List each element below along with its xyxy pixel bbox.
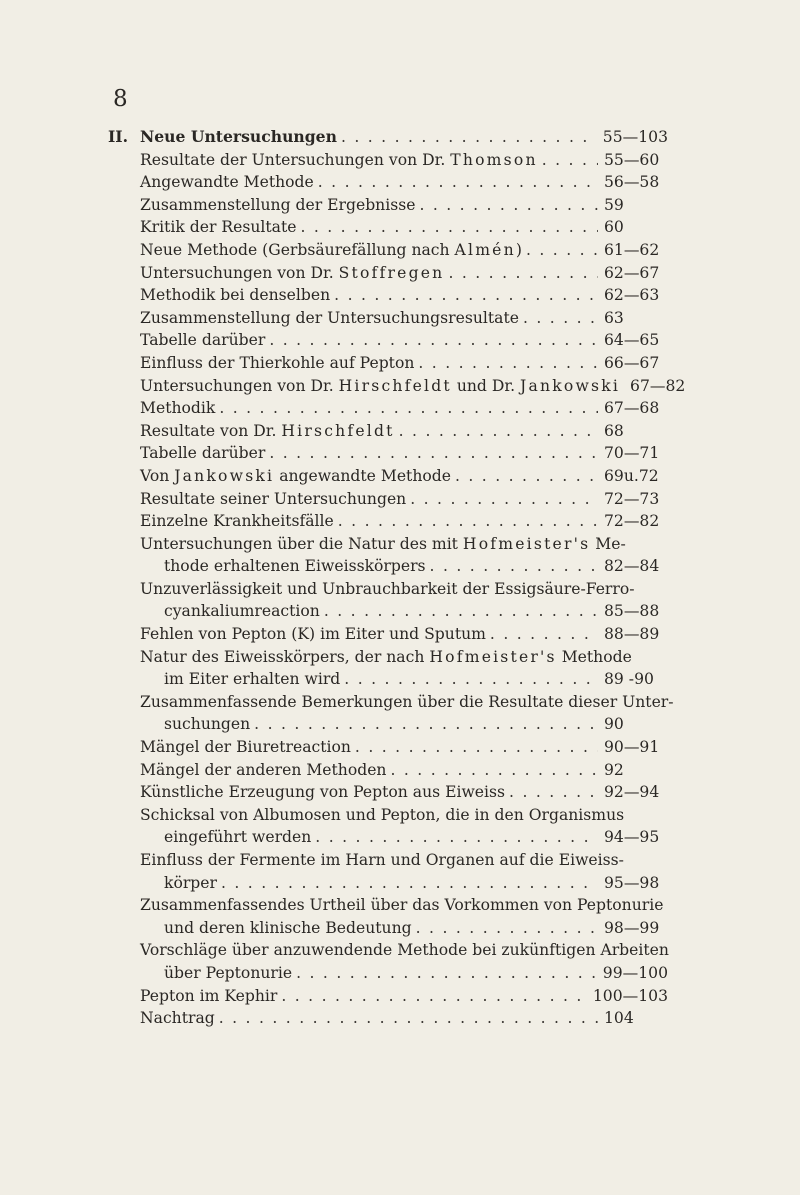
entry-text: Fehlen von Pepton (K) im Eiter und Sputum [140, 625, 486, 644]
entry-text: Tabelle darüber [140, 444, 266, 463]
leader-dots [269, 442, 598, 465]
entry-title [140, 420, 395, 443]
toc-entry [108, 284, 668, 307]
entry-title [140, 736, 351, 759]
toc-entry-line: Einfluss der Fermente im Harn und Organen auf die Eiweiss- [140, 851, 624, 869]
leader-dots [455, 465, 598, 488]
entry-title [164, 917, 412, 940]
entry-text: Resultate der Untersuchungen von Dr. [140, 150, 451, 169]
entry-text: Neue Methode (Gerbsäurefällung nach [140, 240, 455, 259]
entry-title [140, 194, 415, 217]
entry-text: Untersuchungen von Dr. [140, 263, 339, 282]
entry-pages: 72—82 [604, 512, 660, 531]
entry-text: und deren klinische Bedeutung [164, 918, 412, 937]
leader-dots [448, 262, 598, 285]
entry-text: Angewandte Methode [140, 173, 314, 192]
entry-title [140, 284, 330, 307]
entry-text: angewandte Methode [274, 466, 451, 485]
entry-text: Me- [590, 534, 626, 553]
entry-pages: 82—84 [604, 557, 660, 576]
entry-title [164, 600, 320, 623]
entry-pages: 89 -90 [604, 670, 654, 689]
entry-text: Künstliche Erzeugung von Pepton aus Eiweiss [140, 783, 506, 802]
entry-pages: 62—63 [604, 286, 660, 305]
leader-dots [526, 239, 598, 262]
entry-pages: 90 [604, 715, 624, 734]
entry-text: Einfluss der Thierkohle auf Pepton [140, 353, 415, 372]
toc-entry [108, 239, 668, 262]
leader-dots [300, 216, 598, 239]
entry-text: ) [515, 240, 522, 259]
entry-text: Mängel der anderen Methoden [140, 760, 387, 779]
entry-text: körper [164, 873, 217, 892]
entry-pages: 56—58 [604, 173, 660, 192]
leader-dots [419, 194, 598, 217]
entry-pages: 72—73 [604, 489, 660, 508]
entry-text: Kritik der Resultate [140, 218, 297, 237]
toc-entry [108, 759, 668, 782]
entry-title [140, 1007, 215, 1030]
entry-text: Von [140, 466, 175, 485]
section-title: Neue Untersuchungen [140, 127, 337, 146]
toc-entry [108, 488, 668, 511]
entry-text: und Dr. [451, 376, 521, 395]
entry-text: Untersuchungen von Dr. [140, 376, 339, 395]
toc-entry-line: Zusammenfassendes Urtheil über das Vorkommen von Peptonurie [140, 896, 664, 915]
toc-entry-line: Schicksal von Albumosen und Pepton, die in den Organismus [140, 805, 625, 824]
toc-entry [108, 307, 668, 330]
entry-text: im Eiter erhalten wird [164, 670, 341, 689]
leader-dots [523, 307, 598, 330]
entry-pages: 98—99 [604, 918, 660, 937]
entry-pages: 67—68 [604, 399, 660, 418]
entry-pages: 90—91 [604, 738, 660, 757]
toc-entry [108, 510, 668, 533]
entry-text: suchungen [164, 715, 251, 734]
entry-name: Almén [454, 240, 516, 259]
entry-title [140, 262, 444, 285]
entry-title [140, 171, 314, 194]
leader-dots [318, 171, 598, 194]
entry-title [164, 668, 340, 691]
toc-entry-line: Zusammenfassende Bemerkungen über die Resultate dieser Unter- [140, 692, 674, 711]
entry-title [140, 239, 522, 262]
leader-dots [390, 759, 598, 782]
leader-dots [418, 352, 598, 375]
entry-title [140, 442, 265, 465]
leader-dots [296, 962, 597, 985]
leader-dots [338, 510, 598, 533]
entry-title [140, 759, 386, 782]
toc-entry [108, 329, 668, 352]
entry-text: thode erhaltenen Eiweisskörpers [164, 557, 426, 576]
entry-text: Untersuchungen über die Natur des mit [140, 534, 463, 553]
toc-entry [108, 149, 668, 172]
entry-text: Mängel der Biuretreaction [140, 738, 351, 757]
leader-dots [219, 397, 598, 420]
leader-dots [221, 872, 598, 895]
entry-text: Zusammenstellung der Ergebnisse [140, 195, 416, 214]
toc-entry [108, 442, 668, 465]
section-number: II. [108, 127, 129, 146]
leader-dots [324, 600, 598, 623]
toc-entry [108, 872, 668, 895]
entry-pages: 69u.72 [604, 466, 659, 485]
toc-entry [108, 623, 668, 646]
leader-dots [399, 420, 598, 443]
entry-title [164, 962, 292, 985]
entry-title [164, 826, 311, 849]
entry-text: eingeführt werden [164, 828, 312, 847]
table-of-contents [108, 126, 686, 1030]
entry-pages: 104 [604, 1009, 634, 1028]
entry-title [164, 713, 250, 736]
entry-title [140, 623, 486, 646]
entry-pages: 63 [604, 308, 624, 327]
entry-pages: 88—89 [604, 625, 660, 644]
toc-entry [108, 826, 668, 849]
entry-pages: 100—103 [592, 986, 668, 1005]
leader-dots [509, 781, 598, 804]
toc-entry-line: Vorschläge über anzuwendende Methode bei zukünftigen Arbeiten [140, 941, 669, 960]
leader-dots [341, 126, 597, 149]
entry-title [140, 510, 334, 533]
toc-entry [108, 713, 668, 736]
toc-entry [108, 216, 668, 239]
toc-entry-line [108, 646, 668, 669]
entry-text: cyankaliumreaction [164, 602, 320, 621]
entry-name: Thomson [450, 150, 538, 169]
toc-entry [108, 420, 668, 443]
toc-entry [108, 555, 668, 578]
entry-title [164, 555, 426, 578]
entry-title [140, 985, 277, 1008]
toc-entry [108, 352, 668, 375]
toc-entry [108, 397, 668, 420]
leader-dots [410, 488, 598, 511]
entry-name: Hofmeister's [462, 534, 591, 553]
entry-text: Pepton im Kephir [140, 986, 278, 1005]
entry-pages: 70—71 [604, 444, 660, 463]
entry-text: Einzelne Krankheitsfälle [140, 512, 334, 531]
leader-dots [219, 1007, 598, 1030]
entry-text: Natur des Eiweisskörpers, der nach [140, 647, 430, 666]
entry-text: Nachtrag [140, 1009, 215, 1028]
entry-name: Stoffregen [338, 263, 445, 282]
section-pages: 55—103 [602, 128, 668, 146]
entry-pages: 67—82 [630, 376, 686, 395]
entry-pages: 66—67 [604, 353, 660, 372]
entry-name: Jankowski [520, 376, 621, 395]
entry-pages: 59 [604, 195, 624, 214]
entry-name: Hofmeister's [429, 647, 557, 666]
toc-entry [108, 600, 668, 623]
leader-dots [269, 329, 598, 352]
toc-entry [108, 262, 668, 285]
section-heading [108, 126, 668, 149]
entry-title [140, 781, 505, 804]
toc-entry [108, 917, 668, 940]
entry-pages: 99—100 [602, 963, 668, 982]
entry-text: Zusammenstellung der Untersuchungsresultate [140, 308, 519, 327]
entry-pages: 55—60 [604, 150, 660, 169]
entry-text: Methodik [140, 399, 216, 418]
toc-entry [108, 375, 686, 398]
entry-text: Resultate von Dr. [140, 421, 282, 440]
entry-title [140, 149, 538, 172]
entry-name: Jankowski [174, 466, 275, 485]
leader-dots [355, 736, 598, 759]
entry-pages: 95—98 [604, 873, 660, 892]
entry-pages: 92—94 [604, 783, 660, 802]
entry-pages: 64—65 [604, 331, 660, 350]
entry-pages: 61—62 [604, 240, 660, 259]
entry-text: über Peptonurie [164, 963, 293, 982]
leader-dots [542, 149, 598, 172]
leader-dots [281, 985, 587, 1008]
entry-pages: 60 [604, 218, 624, 237]
entry-title [140, 397, 215, 420]
toc-entry [108, 736, 668, 759]
entry-text: Methodik bei denselben [140, 286, 331, 305]
toc-entry [108, 962, 668, 985]
page-number: 8 [113, 86, 128, 112]
entry-pages: 68 [604, 421, 624, 440]
entry-title [164, 872, 217, 895]
leader-dots [416, 917, 598, 940]
entry-pages: 94—95 [604, 828, 660, 847]
entry-title [140, 352, 414, 375]
toc-entry-line: Unzuverlässigkeit und Unbrauchbarkeit der Essigsäure-Ferro- [140, 579, 635, 598]
entry-title [140, 488, 406, 511]
leader-dots [430, 555, 598, 578]
entry-title [140, 329, 265, 352]
entry-title [140, 307, 519, 330]
entry-title [140, 216, 296, 239]
entry-title [140, 375, 620, 398]
entry-name: Hirschfeldt [281, 421, 395, 440]
entry-pages: 85—88 [604, 602, 660, 621]
leader-dots [334, 284, 598, 307]
entry-text: Tabelle darüber [140, 331, 266, 350]
toc-entry [108, 171, 668, 194]
leader-dots [490, 623, 598, 646]
toc-entry [108, 781, 668, 804]
toc-entry [108, 465, 668, 488]
leader-dots [254, 713, 598, 736]
entry-pages: 92 [604, 760, 624, 779]
entry-text: Resultate seiner Untersuchungen [140, 489, 407, 508]
toc-entry [108, 1007, 668, 1030]
toc-entry-line [108, 533, 668, 556]
entry-pages: 62—67 [604, 263, 660, 282]
toc-entry [108, 985, 668, 1008]
entry-title [140, 465, 451, 488]
leader-dots [315, 826, 598, 849]
toc-entry [108, 194, 668, 217]
leader-dots [344, 668, 598, 691]
toc-entry [108, 668, 668, 691]
entry-name: Hirschfeldt [338, 376, 452, 395]
entry-text: Methode [556, 647, 632, 666]
